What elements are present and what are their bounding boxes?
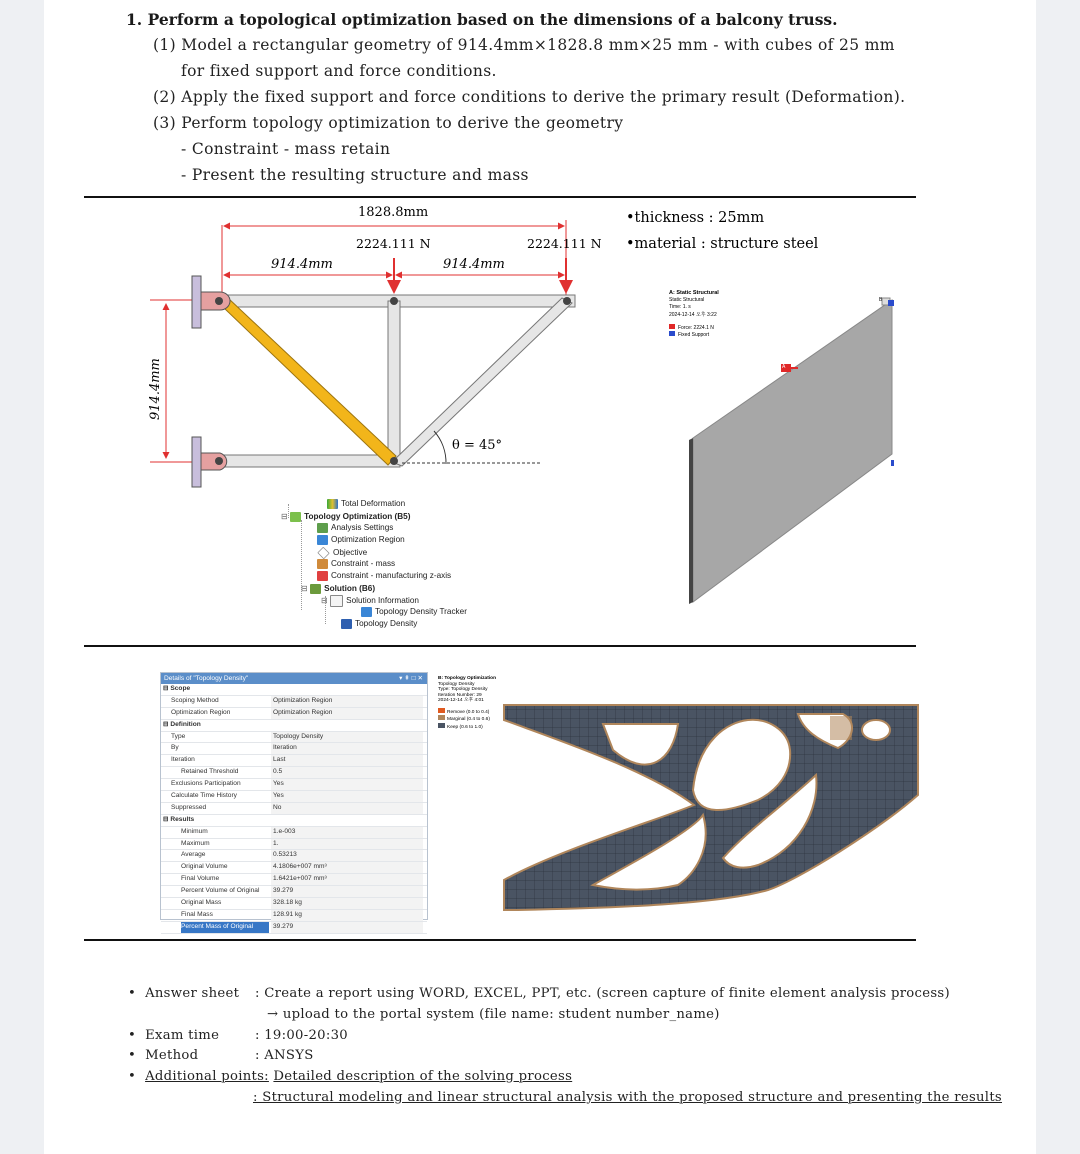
divider-top: [84, 196, 916, 198]
by-value[interactable]: Iteration: [271, 743, 423, 754]
step1-text: (1) Model a rectangular geometry of 914.4mm×1828.8 mm×25 mm - with cubes of 25 mm: [153, 36, 895, 54]
force-right-label: 2224.111 N: [527, 236, 602, 251]
exam-time-label: • Exam time: [128, 1028, 220, 1043]
tree-density-tracker[interactable]: Topology Density Tracker: [361, 607, 467, 617]
calc-history-value[interactable]: Yes: [271, 791, 423, 802]
divider-middle: [84, 645, 916, 647]
info-icon: [330, 595, 343, 607]
tree-total-deformation[interactable]: Total Deformation: [327, 499, 405, 509]
question-title: 1. Perform a topological optimization based on the dimensions of a balcony truss.: [126, 10, 838, 29]
optimization-region-value[interactable]: Optimization Region: [271, 708, 423, 719]
total-width-label: 1828.8mm: [358, 205, 429, 220]
model-legend-time: Time: 1. s: [669, 304, 691, 310]
maximum-value: 1.: [271, 839, 423, 850]
tree-objective[interactable]: Objective: [317, 547, 367, 559]
step1-continuation: for fixed support and force conditions.: [181, 62, 497, 80]
suppressed-value[interactable]: No: [271, 803, 423, 814]
tree-topology-optimization[interactable]: ⊟ Topology Optimization (B5): [281, 512, 411, 521]
scoping-method-value[interactable]: Optimization Region: [271, 696, 423, 707]
section-scope[interactable]: ⊟ Scope: [161, 684, 427, 696]
legend-support: Fixed Support: [669, 331, 709, 338]
percent-volume-value: 39.279: [271, 886, 423, 897]
average-value: 0.53213: [271, 850, 423, 861]
settings-icon: [317, 523, 328, 533]
constraint-bullet: - Constraint - mass retain: [181, 140, 391, 158]
model-legend-title: A: Static Structural: [669, 290, 719, 296]
material-spec: •material : structure steel: [626, 236, 819, 252]
model-legend-sub: Static Structural: [669, 297, 705, 303]
additional-points: • Additional points: Detailed description of the solving process: [128, 1069, 573, 1084]
step2-text: (2) Apply the fixed support and force conditions to derive the primary result (Deformation).: [153, 88, 906, 106]
original-mass-value: 328.18 kg: [271, 898, 423, 909]
iteration-value[interactable]: Last: [271, 755, 423, 766]
label-b: B: [879, 297, 883, 303]
present-bullet: - Present the resulting structure and mass: [181, 166, 529, 184]
details-panel: Details of "Topology Density" ▾ ⇞ □ ✕ ⊟ Scope Scoping Method Optimization Region Optimization Region Optimization Region ⊟ Definition Type Topology Density By Iteration Iteration Last Retained Threshold 0.5 Exclusions Participation Yes Calculate Time History Yes Suppressed No ⊟ Results Minimum 1.e-003 Maximum 1. Average 0.53213 Original Volume 4.1806e+007 mm³ Final Volume 1.6421e+007 mm³ Percent Volume of Original 39.279 Original Mass 328.18 kg Final Mass 128.91 kg Percent Mass of Original 39.279: [160, 672, 428, 920]
top-support-plate: [192, 276, 201, 328]
label-a: A: [782, 364, 786, 370]
solution-icon: [310, 584, 321, 594]
exam-time-text: : 19:00-20:30: [255, 1028, 348, 1043]
tree-topology-density[interactable]: Topology Density: [341, 619, 417, 629]
type-value[interactable]: Topology Density: [271, 732, 423, 743]
additional-points-detail: : Structural modeling and linear structural analysis with the proposed structure and presenting the results: [253, 1090, 1002, 1105]
plate-face: [693, 300, 892, 602]
tree-optimization-region[interactable]: Optimization Region: [317, 535, 405, 545]
section-results[interactable]: ⊟ Results: [161, 815, 427, 827]
original-volume-value: 4.1806e+007 mm³: [271, 862, 423, 873]
manufacturing-icon: [317, 571, 328, 581]
height-label: 914.4mm: [148, 358, 163, 420]
tree-solution[interactable]: ⊟ Solution (B6): [301, 584, 376, 593]
tree-analysis-settings[interactable]: Analysis Settings: [317, 523, 393, 533]
legend-force: Force: 2224.1 N: [669, 324, 714, 331]
bottom-chord: [220, 455, 400, 467]
collapse-icon[interactable]: ⊟: [321, 596, 328, 606]
section-definition[interactable]: ⊟ Definition: [161, 720, 427, 732]
angle-label: θ = 45°: [452, 438, 503, 453]
project-tree: [280, 496, 480, 636]
model-legend-date: 2024-12-14 오후 3:22: [669, 312, 717, 318]
panel-controls-icon[interactable]: ▾ ⇞ □ ✕: [399, 675, 423, 682]
percent-mass-row[interactable]: Percent Mass of Original 39.279: [161, 922, 427, 934]
divider-bottom: [84, 939, 916, 941]
region-icon: [317, 535, 328, 545]
method-text: : ANSYS: [255, 1048, 314, 1063]
percent-mass-value[interactable]: 39.279: [271, 922, 423, 933]
tree-constraint-mass[interactable]: Constraint - mass: [317, 559, 395, 569]
upload-text: → upload to the portal system (file name: student number_name): [267, 1007, 720, 1022]
thickness-spec: •thickness : 25mm: [626, 210, 765, 226]
answer-sheet-label: • Answer sheet: [128, 986, 240, 1001]
topology-legend: B: Topology Optimization Topology Density Type: Topology Density Iteration Number: 29 2024-12-14 오후 4:01 Remove (0.0 to 0.4) Marginal (0.4 to 0.6) Keep (0.6 to 1.0): [438, 676, 496, 730]
half-width-left-label: 914.4mm: [271, 257, 333, 272]
tree-constraint-manufacturing[interactable]: Constraint - manufacturing z-axis: [317, 571, 451, 581]
minimum-value: 1.e-003: [271, 827, 423, 838]
objective-icon: [317, 547, 329, 559]
step3-text: (3) Perform topology optimization to derive the geometry: [153, 114, 624, 132]
constraint-icon: [317, 559, 328, 569]
force-left-label: 2224.111 N: [356, 236, 431, 251]
retained-threshold-value[interactable]: 0.5: [271, 767, 423, 778]
collapse-icon[interactable]: ⊟: [281, 512, 288, 521]
topology-result-view: [498, 700, 922, 914]
analysis-icon: [290, 512, 301, 522]
exclusions-value[interactable]: Yes: [271, 779, 423, 790]
final-mass-value: 128.91 kg: [271, 910, 423, 921]
density-icon: [341, 619, 352, 629]
tracker-icon: [361, 607, 372, 617]
result-icon: [327, 499, 338, 509]
bottom-support-plate: [192, 437, 201, 487]
details-header: Details of "Topology Density" ▾ ⇞ □ ✕: [161, 673, 427, 684]
answer-sheet-text: : Create a report using WORD, EXCEL, PPT, etc. (screen capture of finite element analysis process): [255, 986, 950, 1001]
half-width-right-label: 914.4mm: [443, 257, 505, 272]
tree-solution-information[interactable]: ⊟ Solution Information: [321, 596, 419, 606]
vertical-member: [388, 301, 400, 461]
final-volume-value: 1.6421e+007 mm³: [271, 874, 423, 885]
method-label: • Method: [128, 1048, 199, 1063]
highlighted-brace: [224, 298, 396, 465]
collapse-icon[interactable]: ⊟: [301, 584, 308, 593]
